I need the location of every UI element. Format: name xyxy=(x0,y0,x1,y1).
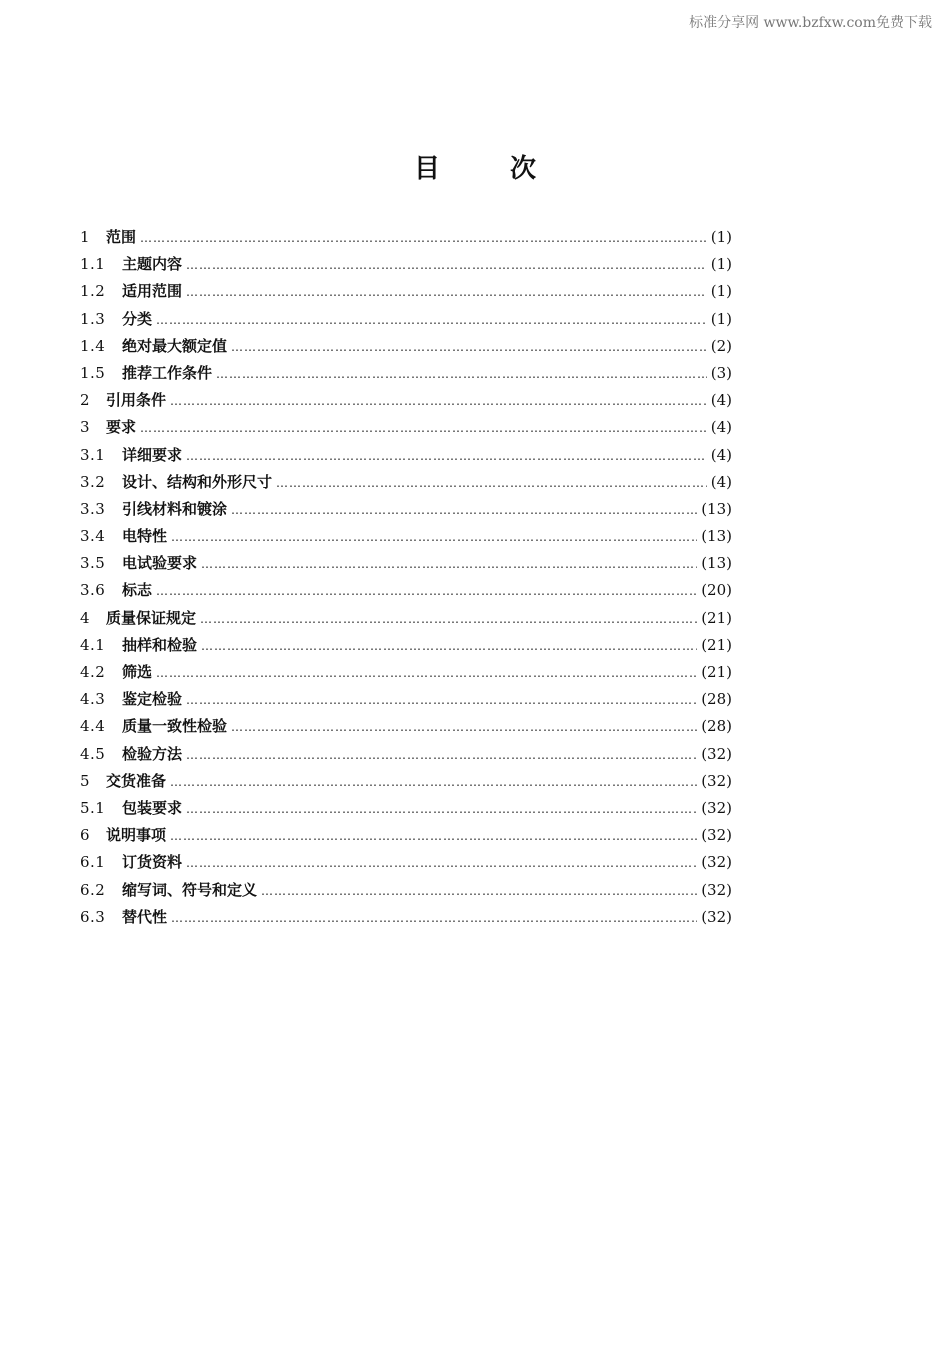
toc-entry-page-number: (32) xyxy=(701,826,732,845)
toc-entry[interactable] xyxy=(80,877,732,904)
toc-entry-label: 缩写词、符号和定义 xyxy=(122,880,258,899)
page-title xyxy=(0,148,950,185)
toc-entry-number: 6.2 xyxy=(80,880,106,899)
toc-entry-number: 6.1 xyxy=(80,853,106,872)
toc-entry-page-number: (1) xyxy=(710,309,732,328)
toc-entry-number: 4.2 xyxy=(80,663,106,681)
page-title-char-1: 目 xyxy=(413,154,440,184)
toc-entry[interactable] xyxy=(80,904,732,931)
toc-entry-label: 分类 xyxy=(122,309,153,328)
toc-entry-leader-dots xyxy=(186,742,697,769)
toc-entry-number: 1.4 xyxy=(80,336,106,355)
toc-entry-page-number: (32) xyxy=(701,771,732,790)
toc-entry-number: 3.2 xyxy=(80,472,106,491)
toc-entry-leader-dots xyxy=(186,850,697,877)
toc-entry[interactable] xyxy=(80,442,732,469)
page-title-char-2: 次 xyxy=(510,154,537,184)
toc-entry[interactable] xyxy=(80,414,732,441)
toc-entry-number: 4 xyxy=(80,608,91,627)
toc-entry-number: 1.1 xyxy=(80,255,106,274)
toc-entry-number: 4.3 xyxy=(80,690,106,709)
toc-entry-number: 1.3 xyxy=(80,309,106,328)
toc-entry-label: 适用范围 xyxy=(122,282,183,301)
toc-entry-page-number: (28) xyxy=(701,690,732,709)
toc-entry-leader-dots xyxy=(140,415,707,442)
toc-entry[interactable] xyxy=(80,741,732,768)
toc-entry-page-number: (13) xyxy=(701,499,732,518)
toc-entry-page-number: (4) xyxy=(710,418,732,437)
toc-entry-leader-dots xyxy=(156,578,697,605)
toc-entry[interactable] xyxy=(80,713,732,740)
toc-entry-page-number: (21) xyxy=(701,663,732,681)
toc-entry-label: 检验方法 xyxy=(122,744,183,763)
toc-entry-number: 3.5 xyxy=(80,554,106,573)
toc-entry-label: 详细要求 xyxy=(122,445,183,464)
toc-entry-leader-dots xyxy=(171,905,697,932)
watermark-text: 标准分享网 www.bzfxw.com免费下载 xyxy=(689,15,932,31)
toc-entry-leader-dots xyxy=(231,334,707,361)
toc-entry-label: 要求 xyxy=(106,418,137,437)
toc-entry[interactable] xyxy=(80,387,732,414)
toc-entry-page-number: (13) xyxy=(701,554,732,573)
toc-entry-number: 3 xyxy=(80,418,91,437)
toc-entry-number: 4.5 xyxy=(80,744,106,763)
toc-entry-label: 范围 xyxy=(106,228,137,246)
toc-entry-page-number: (1) xyxy=(710,255,732,274)
toc-entry-label: 包装要求 xyxy=(122,798,183,817)
toc-entry-leader-dots xyxy=(186,252,707,279)
toc-entry-page-number: (4) xyxy=(710,391,732,410)
toc-entry-label: 标志 xyxy=(122,581,153,600)
toc-entry-page-number: (28) xyxy=(701,717,732,736)
toc-entry-leader-dots xyxy=(156,307,707,334)
toc-entry-page-number: (20) xyxy=(701,581,732,600)
toc-entry[interactable] xyxy=(80,849,732,876)
toc-entry-number: 6 xyxy=(80,826,91,845)
toc-entry-leader-dots xyxy=(186,279,707,306)
toc-entry[interactable] xyxy=(80,306,732,333)
toc-entry[interactable] xyxy=(80,251,732,278)
toc-entry-leader-dots xyxy=(276,470,707,497)
toc-entry[interactable] xyxy=(80,496,732,523)
toc-entry[interactable] xyxy=(80,822,732,849)
toc-entry-number: 5.1 xyxy=(80,798,106,817)
toc-entry[interactable] xyxy=(80,278,732,305)
toc-entry-page-number: (32) xyxy=(701,798,732,817)
toc-entry-number: 5 xyxy=(80,771,91,790)
toc-entry[interactable] xyxy=(80,577,732,604)
toc-entry[interactable] xyxy=(80,523,732,550)
toc-entry[interactable] xyxy=(80,795,732,822)
toc-entry-label: 质量保证规定 xyxy=(106,608,197,627)
toc-entry-page-number: (21) xyxy=(701,635,732,654)
toc-entry-number: 3.3 xyxy=(80,499,106,518)
toc-entry-leader-dots xyxy=(231,714,697,741)
table-of-contents xyxy=(80,224,732,931)
toc-entry[interactable] xyxy=(80,469,732,496)
toc-entry-page-number: (4) xyxy=(710,445,732,464)
toc-entry-label: 说明事项 xyxy=(106,826,167,845)
toc-entry-label: 订货资料 xyxy=(122,853,183,872)
toc-entry-label: 引线材料和镀涂 xyxy=(122,499,228,518)
toc-entry-page-number: (1) xyxy=(710,282,732,301)
toc-entry-number: 2 xyxy=(80,391,91,410)
toc-entry-leader-dots xyxy=(200,606,697,633)
toc-entry[interactable] xyxy=(80,333,732,360)
toc-entry[interactable] xyxy=(80,768,732,795)
toc-entry-leader-dots xyxy=(261,878,697,905)
toc-entry-leader-dots xyxy=(216,361,707,388)
toc-entry-label: 推荐工作条件 xyxy=(122,363,213,382)
toc-entry-number: 6.3 xyxy=(80,907,106,926)
toc-entry-label: 引用条件 xyxy=(106,391,167,410)
toc-entry-number: 4.4 xyxy=(80,717,106,736)
toc-entry-number: 1 xyxy=(80,228,91,246)
toc-entry-label: 鉴定检验 xyxy=(122,690,183,709)
toc-entry-page-number: (1) xyxy=(710,228,732,246)
toc-entry[interactable] xyxy=(80,632,732,659)
toc-entry-number: 3.1 xyxy=(80,445,106,464)
toc-entry-label: 替代性 xyxy=(122,907,168,926)
toc-entry-label: 设计、结构和外形尺寸 xyxy=(122,472,273,491)
toc-entry-page-number: (32) xyxy=(701,907,732,926)
toc-entry-leader-dots xyxy=(186,796,697,823)
toc-entry-leader-dots xyxy=(231,497,697,524)
toc-entry[interactable] xyxy=(80,659,732,686)
toc-entry-leader-dots xyxy=(156,660,697,687)
toc-entry-page-number: (13) xyxy=(701,527,732,546)
toc-entry-leader-dots xyxy=(170,388,707,415)
toc-entry-label: 抽样和检验 xyxy=(122,635,198,654)
toc-entry-number: 3.4 xyxy=(80,527,106,546)
toc-entry-number: 1.5 xyxy=(80,363,106,382)
toc-entry-label: 电特性 xyxy=(122,527,168,546)
toc-entry-page-number: (3) xyxy=(710,363,732,382)
toc-entry[interactable] xyxy=(80,550,732,577)
toc-entry[interactable] xyxy=(80,686,732,713)
toc-entry-page-number: (32) xyxy=(701,744,732,763)
toc-entry-leader-dots xyxy=(201,551,697,578)
toc-entry[interactable] xyxy=(80,360,732,387)
toc-entry[interactable] xyxy=(80,224,732,251)
toc-entry-page-number: (21) xyxy=(701,608,732,627)
toc-entry-leader-dots xyxy=(170,769,697,796)
toc-entry-label: 交货准备 xyxy=(106,771,167,790)
toc-entry-label: 电试验要求 xyxy=(122,554,198,573)
toc-entry-number: 3.6 xyxy=(80,581,106,600)
toc-entry-page-number: (4) xyxy=(710,472,732,491)
toc-entry-number: 4.1 xyxy=(80,635,106,654)
toc-entry-label: 筛选 xyxy=(122,663,153,681)
toc-entry-leader-dots xyxy=(201,633,697,660)
toc-entry-label: 绝对最大额定值 xyxy=(122,336,228,355)
toc-entry-leader-dots xyxy=(140,225,707,252)
toc-entry-label: 质量一致性检验 xyxy=(122,717,228,736)
toc-entry[interactable] xyxy=(80,605,732,632)
toc-entry-leader-dots xyxy=(186,687,697,714)
toc-entry-leader-dots xyxy=(171,524,697,551)
toc-entry-page-number: (2) xyxy=(710,336,732,355)
toc-entry-leader-dots xyxy=(186,443,707,470)
toc-entry-number: 1.2 xyxy=(80,282,106,301)
toc-entry-page-number: (32) xyxy=(701,880,732,899)
toc-entry-leader-dots xyxy=(170,823,697,850)
toc-entry-label: 主题内容 xyxy=(122,255,183,274)
toc-entry-page-number: (32) xyxy=(701,853,732,872)
